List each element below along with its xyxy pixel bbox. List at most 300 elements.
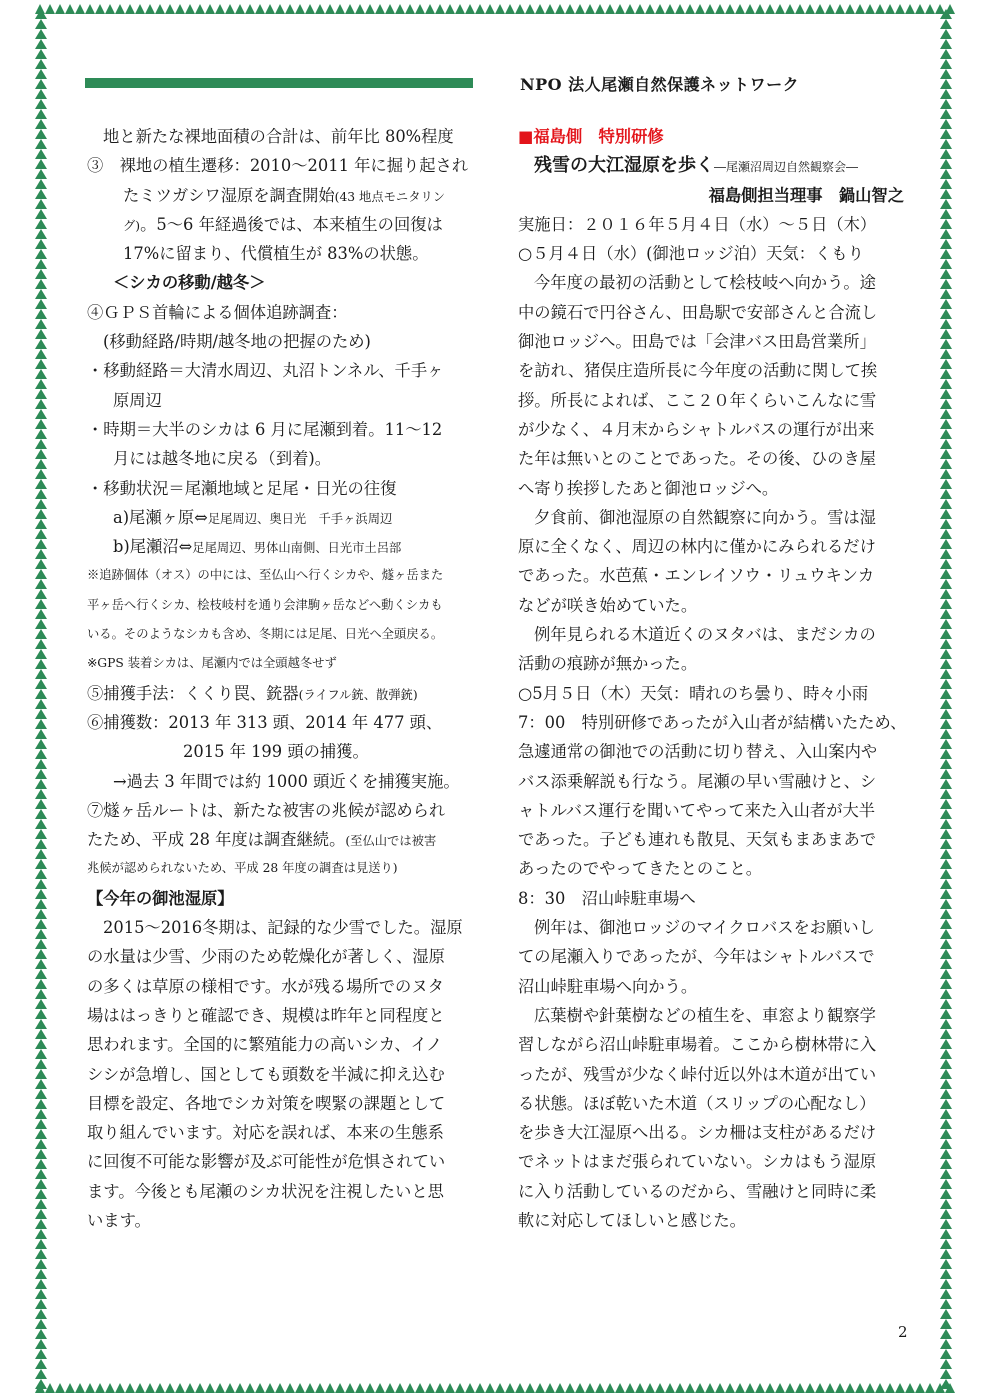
title-text: 残雪の大江湿原を歩く	[534, 155, 714, 177]
text-line: 取り組んでいます。対応を誤れば、本来の生態系	[87, 1123, 444, 1143]
tree-mark	[940, 1369, 952, 1379]
text-line: 広葉樹や針葉樹などの植生を、車窓より観察学	[534, 1005, 876, 1025]
tree-mark	[105, 4, 115, 14]
tree-mark	[940, 1179, 952, 1189]
tree-mark	[615, 4, 625, 14]
tree-mark	[35, 529, 47, 539]
tree-mark	[915, 1383, 925, 1393]
tree-mark	[35, 739, 47, 749]
tree-mark	[35, 1099, 47, 1109]
tree-mark	[940, 329, 952, 339]
text-span-small: 足尾周辺、男体山南側、日光市土呂部	[192, 541, 402, 556]
tree-mark	[125, 1383, 135, 1393]
tree-mark	[35, 519, 47, 529]
tree-mark	[55, 4, 65, 14]
tree-mark	[940, 639, 952, 649]
tree-mark	[940, 959, 952, 969]
tree-mark	[425, 4, 435, 14]
tree-mark	[35, 69, 47, 79]
tree-mark	[125, 4, 135, 14]
text-line: 例年は、御池ロッジのマイクロバスをお願いし	[534, 918, 875, 938]
tree-mark	[940, 59, 952, 69]
text-line	[87, 825, 487, 854]
tree-mark	[35, 849, 47, 859]
tree-mark	[940, 1139, 952, 1149]
tree-mark	[35, 1009, 47, 1019]
text-line: 原周辺	[113, 390, 162, 410]
tree-mark	[940, 79, 952, 89]
text-line: 月には越冬地に戻る（到着)。	[113, 449, 332, 469]
tree-mark	[940, 909, 952, 919]
tree-mark	[35, 299, 47, 309]
text-span-small: (至仏山では被害	[345, 834, 437, 849]
tree-mark	[940, 579, 952, 589]
tree-mark	[940, 969, 952, 979]
tree-mark	[35, 109, 47, 119]
text-line	[87, 181, 487, 210]
tree-mark	[940, 609, 952, 619]
tree-mark	[885, 4, 895, 14]
tree-mark	[305, 1383, 315, 1393]
tree-mark	[940, 1209, 952, 1219]
tree-mark	[35, 679, 47, 689]
tree-mark	[940, 309, 952, 319]
text-line: の多くは草原の様相です。水が残る場所でのヌタ	[87, 976, 444, 996]
tree-mark	[35, 379, 47, 389]
tree-mark	[940, 679, 952, 689]
tree-mark	[940, 809, 952, 819]
text-line: 実施日：２０１６年５月４日（水）～５日（木）	[518, 214, 877, 234]
text-line: ったが、残雪が少なく峠付近以外は木道が出てい	[518, 1064, 877, 1084]
tree-mark	[940, 989, 952, 999]
tree-mark	[585, 1383, 595, 1393]
text-line: 習しながら沼山峠駐車場着。ここから樹林帯に入	[518, 1035, 877, 1055]
tree-mark	[940, 209, 952, 219]
tree-mark	[785, 1383, 795, 1393]
note-line: ※GPS 装着シカは、尾瀬内では全頭越冬せず	[87, 656, 337, 671]
tree-mark	[715, 1383, 725, 1393]
text-span: ⑤捕獲手法：くくり罠、銃器	[87, 683, 299, 703]
tree-mark	[940, 429, 952, 439]
tree-mark	[35, 979, 47, 989]
tree-mark	[735, 4, 745, 14]
tree-mark	[325, 1383, 335, 1393]
tree-mark	[940, 549, 952, 559]
tree-mark	[35, 359, 47, 369]
tree-mark	[35, 709, 47, 719]
tree-mark	[940, 1259, 952, 1269]
tree-mark	[175, 4, 185, 14]
tree-mark	[845, 4, 855, 14]
text-line: →過去 3 年間では約 1000 頭近くを捕獲実施。	[113, 771, 460, 791]
tree-mark	[855, 1383, 865, 1393]
tree-mark	[940, 1289, 952, 1299]
tree-mark	[35, 249, 47, 259]
tree-mark	[940, 249, 952, 259]
tree-mark	[940, 769, 952, 779]
tree-mark	[940, 759, 952, 769]
tree-mark	[940, 699, 952, 709]
tree-mark	[35, 659, 47, 669]
tree-mark	[35, 879, 47, 889]
tree-mark	[355, 1383, 365, 1393]
tree-mark	[675, 1383, 685, 1393]
tree-mark	[215, 1383, 225, 1393]
text-line: 例年見られる木道近くのヌタバは、まだシカの	[534, 625, 876, 645]
tree-mark	[35, 1159, 47, 1169]
tree-mark	[35, 509, 47, 519]
tree-mark	[940, 529, 952, 539]
tree-mark	[225, 1383, 235, 1393]
tree-mark	[315, 1383, 325, 1393]
text-line: 2015 年 199 頭の捕獲。	[183, 742, 369, 762]
tree-mark	[755, 4, 765, 14]
tree-mark	[465, 1383, 475, 1393]
tree-mark	[940, 539, 952, 549]
tree-mark	[165, 4, 175, 14]
tree-mark	[940, 509, 952, 519]
tree-mark	[940, 1229, 952, 1239]
tree-mark	[325, 4, 335, 14]
tree-mark	[35, 1039, 47, 1049]
tree-mark	[940, 189, 952, 199]
tree-mark	[565, 1383, 575, 1393]
tree-mark	[75, 1383, 85, 1393]
tree-mark	[940, 1039, 952, 1049]
tree-mark	[595, 4, 605, 14]
text-line: シシが急増し、国としても頭数を半減に抑え込む	[87, 1064, 445, 1084]
tree-mark	[735, 1383, 745, 1393]
tree-mark	[755, 1383, 765, 1393]
text-line	[87, 679, 487, 708]
header-green-bar	[85, 78, 473, 88]
text-line: 拶。所長によれば、ここ２０年くらいこんなに雪	[518, 390, 877, 410]
tree-mark	[35, 899, 47, 909]
tree-mark	[305, 4, 315, 14]
tree-mark	[35, 989, 47, 999]
tree-mark	[35, 999, 47, 1009]
tree-mark	[495, 4, 505, 14]
tree-mark	[940, 1119, 952, 1129]
text-line	[87, 532, 487, 561]
tree-mark	[940, 369, 952, 379]
text-line: 17%に留まり、代償植生が 83%の状態。	[123, 244, 429, 264]
tree-mark	[35, 969, 47, 979]
tree-mark	[35, 819, 47, 829]
tree-mark	[295, 4, 305, 14]
tree-mark	[35, 1149, 47, 1159]
text-line: に入り活動しているのだから、雪融けと同時に柔	[518, 1181, 877, 1201]
tree-mark	[35, 49, 47, 59]
tree-mark	[35, 429, 47, 439]
tree-mark	[365, 4, 375, 14]
text-line: 原に全くなく、周辺の林内に僅かにみられるだけ	[518, 537, 876, 557]
tree-mark	[175, 1383, 185, 1393]
tree-mark	[940, 689, 952, 699]
tree-mark	[205, 4, 215, 14]
tree-mark	[465, 4, 475, 14]
tree-mark	[415, 1383, 425, 1393]
tree-mark	[35, 889, 47, 899]
tree-mark	[940, 1159, 952, 1169]
tree-mark	[65, 4, 75, 14]
text-line: ます。今後とも尾瀬のシカ状況を注視したいと思	[87, 1181, 444, 1201]
tree-mark	[35, 309, 47, 319]
note-line: 兆候が認められないため、平成 28 年度の調査は見送り)	[87, 861, 398, 876]
tree-mark	[375, 1383, 385, 1393]
tree-mark	[35, 1029, 47, 1039]
tree-mark	[485, 4, 495, 14]
tree-mark	[940, 919, 952, 929]
tree-mark	[35, 219, 47, 229]
tree-mark	[35, 259, 47, 269]
tree-mark	[35, 169, 47, 179]
tree-mark	[35, 119, 47, 129]
tree-mark	[685, 1383, 695, 1393]
section-label: ■福島側 特別研修	[518, 127, 664, 146]
text-line: 8：30 沼山峠駐車場へ	[518, 888, 696, 908]
tree-mark	[45, 4, 55, 14]
tree-mark	[940, 99, 952, 109]
tree-mark	[940, 519, 952, 529]
tree-mark	[705, 4, 715, 14]
tree-mark	[885, 1383, 895, 1393]
text-line: ⑦燧ヶ岳ルートは、新たな被害の兆候が認められ	[87, 800, 446, 820]
tree-mark	[315, 4, 325, 14]
tree-mark	[725, 1383, 735, 1393]
tree-mark	[940, 109, 952, 119]
tree-mark	[845, 1383, 855, 1393]
tree-mark	[455, 1383, 465, 1393]
text-line: 御池ロッジへ。田島では「会津バス田島営業所」	[518, 332, 876, 352]
tree-mark	[35, 549, 47, 559]
tree-mark	[940, 1199, 952, 1209]
tree-mark	[85, 4, 95, 14]
tree-mark	[940, 899, 952, 909]
tree-mark	[705, 1383, 715, 1393]
tree-mark	[395, 4, 405, 14]
text-line: ③ 裸地の植生遷移：2010～2011 年に掘り起され	[87, 156, 469, 176]
tree-mark	[875, 1383, 885, 1393]
tree-mark	[795, 1383, 805, 1393]
tree-mark	[265, 1383, 275, 1393]
tree-mark	[185, 1383, 195, 1393]
tree-mark	[940, 29, 952, 39]
tree-mark	[195, 1383, 205, 1393]
tree-mark	[35, 369, 47, 379]
tree-mark	[940, 1149, 952, 1159]
tree-mark	[940, 939, 952, 949]
tree-mark	[625, 1383, 635, 1393]
tree-mark	[35, 229, 47, 239]
tree-mark	[535, 1383, 545, 1393]
tree-mark	[425, 1383, 435, 1393]
tree-mark	[805, 1383, 815, 1393]
tree-mark	[940, 1249, 952, 1259]
tree-mark	[285, 4, 295, 14]
note-line: 平ヶ岳へ行くシカ、桧枝岐村を通り会津駒ヶ岳などへ動くシカも	[87, 597, 443, 612]
tree-mark	[905, 4, 915, 14]
tree-mark	[35, 89, 47, 99]
text-span: 。5～6 年経過後では、本来植生の回復は	[140, 214, 443, 234]
tree-mark	[505, 4, 515, 14]
tree-mark	[925, 4, 935, 14]
tree-mark	[940, 569, 952, 579]
tree-mark	[255, 1383, 265, 1393]
tree-mark	[115, 4, 125, 14]
tree-mark	[675, 4, 685, 14]
tree-mark	[940, 219, 952, 229]
text-line: バス添乗解説も行なう。尾瀬の早い雪融けと、シ	[518, 771, 877, 791]
tree-mark	[35, 949, 47, 959]
tree-mark	[940, 619, 952, 629]
tree-mark	[505, 1383, 515, 1393]
tree-mark	[940, 1109, 952, 1119]
tree-mark	[940, 869, 952, 879]
tree-mark	[35, 39, 47, 49]
text-line: 今年度の最初の活動として桧枝岐へ向かう。途	[534, 273, 876, 293]
tree-mark	[940, 439, 952, 449]
tree-mark	[35, 409, 47, 419]
tree-mark	[940, 1239, 952, 1249]
tree-mark	[940, 479, 952, 489]
text-line: ての尾瀬入りであったが、今年はシャトルバスで	[518, 947, 875, 967]
tree-mark	[585, 4, 595, 14]
tree-mark	[940, 199, 952, 209]
tree-mark	[35, 269, 47, 279]
tree-mark	[35, 239, 47, 249]
tree-mark	[695, 4, 705, 14]
tree-mark	[35, 479, 47, 489]
text-line: ャトルバス運行を聞いてやって来た入山者が大半	[518, 800, 876, 820]
tree-mark	[35, 99, 47, 109]
tree-mark	[35, 1199, 47, 1209]
tree-mark	[745, 4, 755, 14]
tree-mark	[940, 1069, 952, 1079]
section-heading: ＜シカの移動/越冬＞	[113, 273, 266, 293]
tree-mark	[35, 1129, 47, 1139]
tree-mark	[940, 49, 952, 59]
text-line	[87, 210, 487, 239]
tree-mark	[940, 449, 952, 459]
tree-mark	[345, 4, 355, 14]
tree-mark	[335, 1383, 345, 1393]
tree-mark	[940, 1099, 952, 1109]
tree-mark	[940, 779, 952, 789]
tree-mark	[35, 1339, 47, 1349]
tree-mark	[285, 1383, 295, 1393]
tree-mark	[35, 1289, 47, 1299]
tree-mark	[775, 4, 785, 14]
tree-mark	[855, 4, 865, 14]
text-line: の水量は少雪、少雨のため乾燥化が著しく、湿原	[87, 947, 445, 967]
tree-mark	[895, 4, 905, 14]
text-line: ○５月４日（水）(御池ロッジ泊）天気：くもり	[518, 244, 864, 264]
tree-mark	[135, 4, 145, 14]
tree-mark	[35, 319, 47, 329]
tree-mark	[940, 399, 952, 409]
tree-mark	[805, 4, 815, 14]
tree-mark	[385, 4, 395, 14]
text-span-small: (ライフル銃、散弾銃)	[298, 687, 418, 702]
tree-mark	[235, 4, 245, 14]
tree-mark	[35, 339, 47, 349]
tree-mark	[35, 649, 47, 659]
tree-mark	[940, 499, 952, 509]
tree-mark	[35, 1219, 47, 1229]
tree-mark	[940, 409, 952, 419]
tree-mark	[940, 999, 952, 1009]
tree-mark	[745, 1383, 755, 1393]
tree-mark	[785, 4, 795, 14]
tree-mark	[35, 349, 47, 359]
text-line: ・移動状況＝尾瀬地域と足尾・日光の往復	[87, 478, 397, 498]
tree-mark	[940, 1059, 952, 1069]
tree-mark	[940, 659, 952, 669]
tree-mark	[35, 1359, 47, 1369]
tree-mark	[365, 1383, 375, 1393]
tree-mark	[655, 4, 665, 14]
text-line: へ寄り挨拶したあと御池ロッジへ。	[518, 478, 779, 498]
tree-mark	[95, 1383, 105, 1393]
tree-mark	[940, 1169, 952, 1179]
tree-mark	[35, 1119, 47, 1129]
tree-mark	[765, 4, 775, 14]
tree-mark	[940, 239, 952, 249]
tree-mark	[105, 1383, 115, 1393]
tree-mark	[940, 669, 952, 679]
tree-mark	[940, 559, 952, 569]
tree-mark	[35, 419, 47, 429]
tree-mark	[940, 1219, 952, 1229]
tree-mark	[515, 4, 525, 14]
tree-mark	[940, 1009, 952, 1019]
text-line: を歩き大江湿原へ出る。シカ柵は支柱があるだけ	[518, 1123, 877, 1143]
tree-mark	[35, 1189, 47, 1199]
note-line: いる。そのようなシカも含め、冬期には足尾、日光へ全頭戻る。	[87, 627, 444, 642]
tree-mark	[940, 929, 952, 939]
text-line: 2015～2016冬期は、記録的な少雪でした。湿原	[103, 918, 463, 938]
tree-mark	[35, 1259, 47, 1269]
tree-mark	[775, 1383, 785, 1393]
tree-mark	[35, 179, 47, 189]
text-line: ⑥捕獲数：2013 年 313 頭、2014 年 477 頭、	[87, 712, 443, 732]
tree-mark	[35, 599, 47, 609]
tree-mark	[35, 639, 47, 649]
tree-mark	[940, 379, 952, 389]
tree-mark	[35, 719, 47, 729]
tree-mark	[940, 459, 952, 469]
tree-mark	[940, 1089, 952, 1099]
tree-mark	[940, 819, 952, 829]
tree-mark	[645, 4, 655, 14]
tree-mark	[35, 199, 47, 209]
tree-mark	[815, 4, 825, 14]
tree-mark	[35, 1309, 47, 1319]
tree-mark	[145, 1383, 155, 1393]
tree-mark	[525, 4, 535, 14]
tree-mark	[35, 29, 47, 39]
tree-mark	[940, 389, 952, 399]
tree-mark	[35, 1229, 47, 1239]
tree-mark	[940, 889, 952, 899]
tree-mark	[940, 789, 952, 799]
tree-mark	[940, 259, 952, 269]
tree-mark	[35, 559, 47, 569]
tree-mark	[635, 4, 645, 14]
section-heading: 【今年の御池湿原】	[87, 888, 234, 908]
tree-mark	[545, 1383, 555, 1393]
